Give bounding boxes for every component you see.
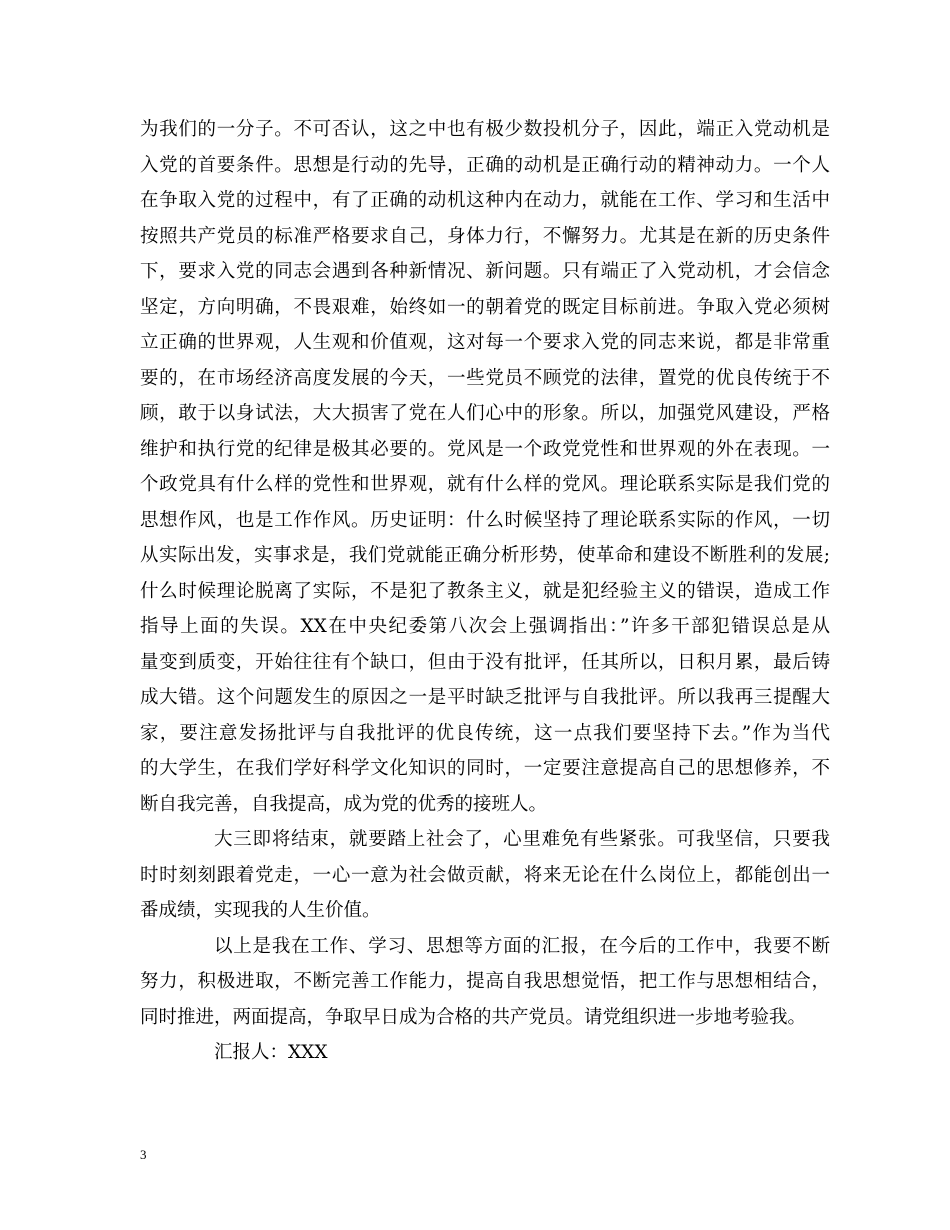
paragraph-1	[140, 112, 830, 822]
text-line: 指导上面的失误。XX在中央纪委第八次会上强调指出：”许多干部犯错误总是从	[140, 616, 830, 637]
text-line: 什么时候理论脱离了实际，不是犯了教条主义，就是犯经验主义的错误，造成工作	[140, 580, 830, 602]
text-line: 要的，在市场经济高度发展的今天，一些党员不顾党的法律，置党的优良传统于不	[140, 367, 830, 389]
text-line: 坚定，方向明确，不畏艰难，始终如一的朝着党的既定目标前进。争取入党必须树	[140, 296, 830, 318]
text-line: 家，要注意发扬批评与自我批评的优良传统，这一点我们要坚持下去。”作为当代	[140, 722, 830, 744]
text-line: 同时推进，两面提高，争取早日成为合格的共产党员。请党组织进一步地考验我。	[140, 1006, 807, 1028]
text-line: 入党的首要条件。思想是行动的先导，正确的动机是正确行动的精神动力。一个人	[140, 154, 830, 176]
text-line: 的大学生，在我们学好科学文化知识的同时，一定要注意提高自己的思想修养，不	[140, 758, 830, 779]
body-text	[140, 112, 830, 1071]
text-line: 努力，积极进取，不断完善工作能力，提高自我思想觉悟，把工作与思想相结合，	[140, 971, 830, 992]
text-line: 以上是我在工作、学习、思想等方面的汇报，在今后的工作中，我要不断	[214, 935, 830, 957]
text-line: 量变到质变，开始往往有个缺口，但由于没有批评，任其所以，日积月累，最后铸	[140, 651, 830, 673]
text-line: 思想作风，也是工作作风。历史证明：什么时候坚持了理论联系实际的作风，一切	[140, 509, 830, 531]
text-line: 断自我完善，自我提高，成为党的优秀的接班人。	[140, 793, 548, 815]
text-line: 番成绩，实现我的人生价值。	[140, 900, 381, 921]
text-line: 顾，敢于以身试法，大大损害了党在人们心中的形象。所以，加强党风建设，严格	[140, 403, 830, 424]
text-line: 个政党具有什么样的党性和世界观，就有什么样的党风。理论联系实际是我们党的	[140, 474, 830, 495]
text-line: 立正确的世界观，人生观和价值观，这对每一个要求入党的同志来说，都是非常重	[140, 332, 830, 353]
text-line: 下，要求入党的同志会遇到各种新情况、新问题。只有端正了入党动机，才会信念	[140, 261, 830, 282]
text-line: 为我们的一分子。不可否认，这之中也有极少数投机分子，因此，端正入党动机是	[140, 119, 830, 140]
text-line: 成大错。这个问题发生的原因之一是平时缺乏批评与自我批评。所以我再三提醒大	[140, 687, 830, 708]
signature-line: 汇报人：XXX	[214, 1042, 328, 1063]
text-line: 时时刻刻跟着党走，一心一意为社会做贡献，将来无论在什么岗位上，都能创出一	[140, 864, 830, 886]
paragraph-3	[140, 929, 830, 1036]
paragraph-2	[140, 822, 830, 929]
text-line: 大三即将结束，就要踏上社会了，心里难免有些紧张。可我坚信，只要我	[214, 829, 830, 850]
text-line: 维护和执行党的纪律是极其必要的。党风是一个政党党性和世界观的外在表现。一	[140, 438, 830, 460]
page-number: 3	[140, 1147, 147, 1162]
text-line: 在争取入党的过程中，有了正确的动机这种内在动力，就能在工作、学习和生活中	[140, 190, 830, 211]
text-line: 从实际出发，实事求是，我们党就能正确分析形势，使革命和建设不断胜利的发展;	[140, 545, 830, 566]
text-line: 按照共产党员的标准严格要求自己，身体力行，不懈努力。尤其是在新的历史条件	[140, 225, 830, 247]
